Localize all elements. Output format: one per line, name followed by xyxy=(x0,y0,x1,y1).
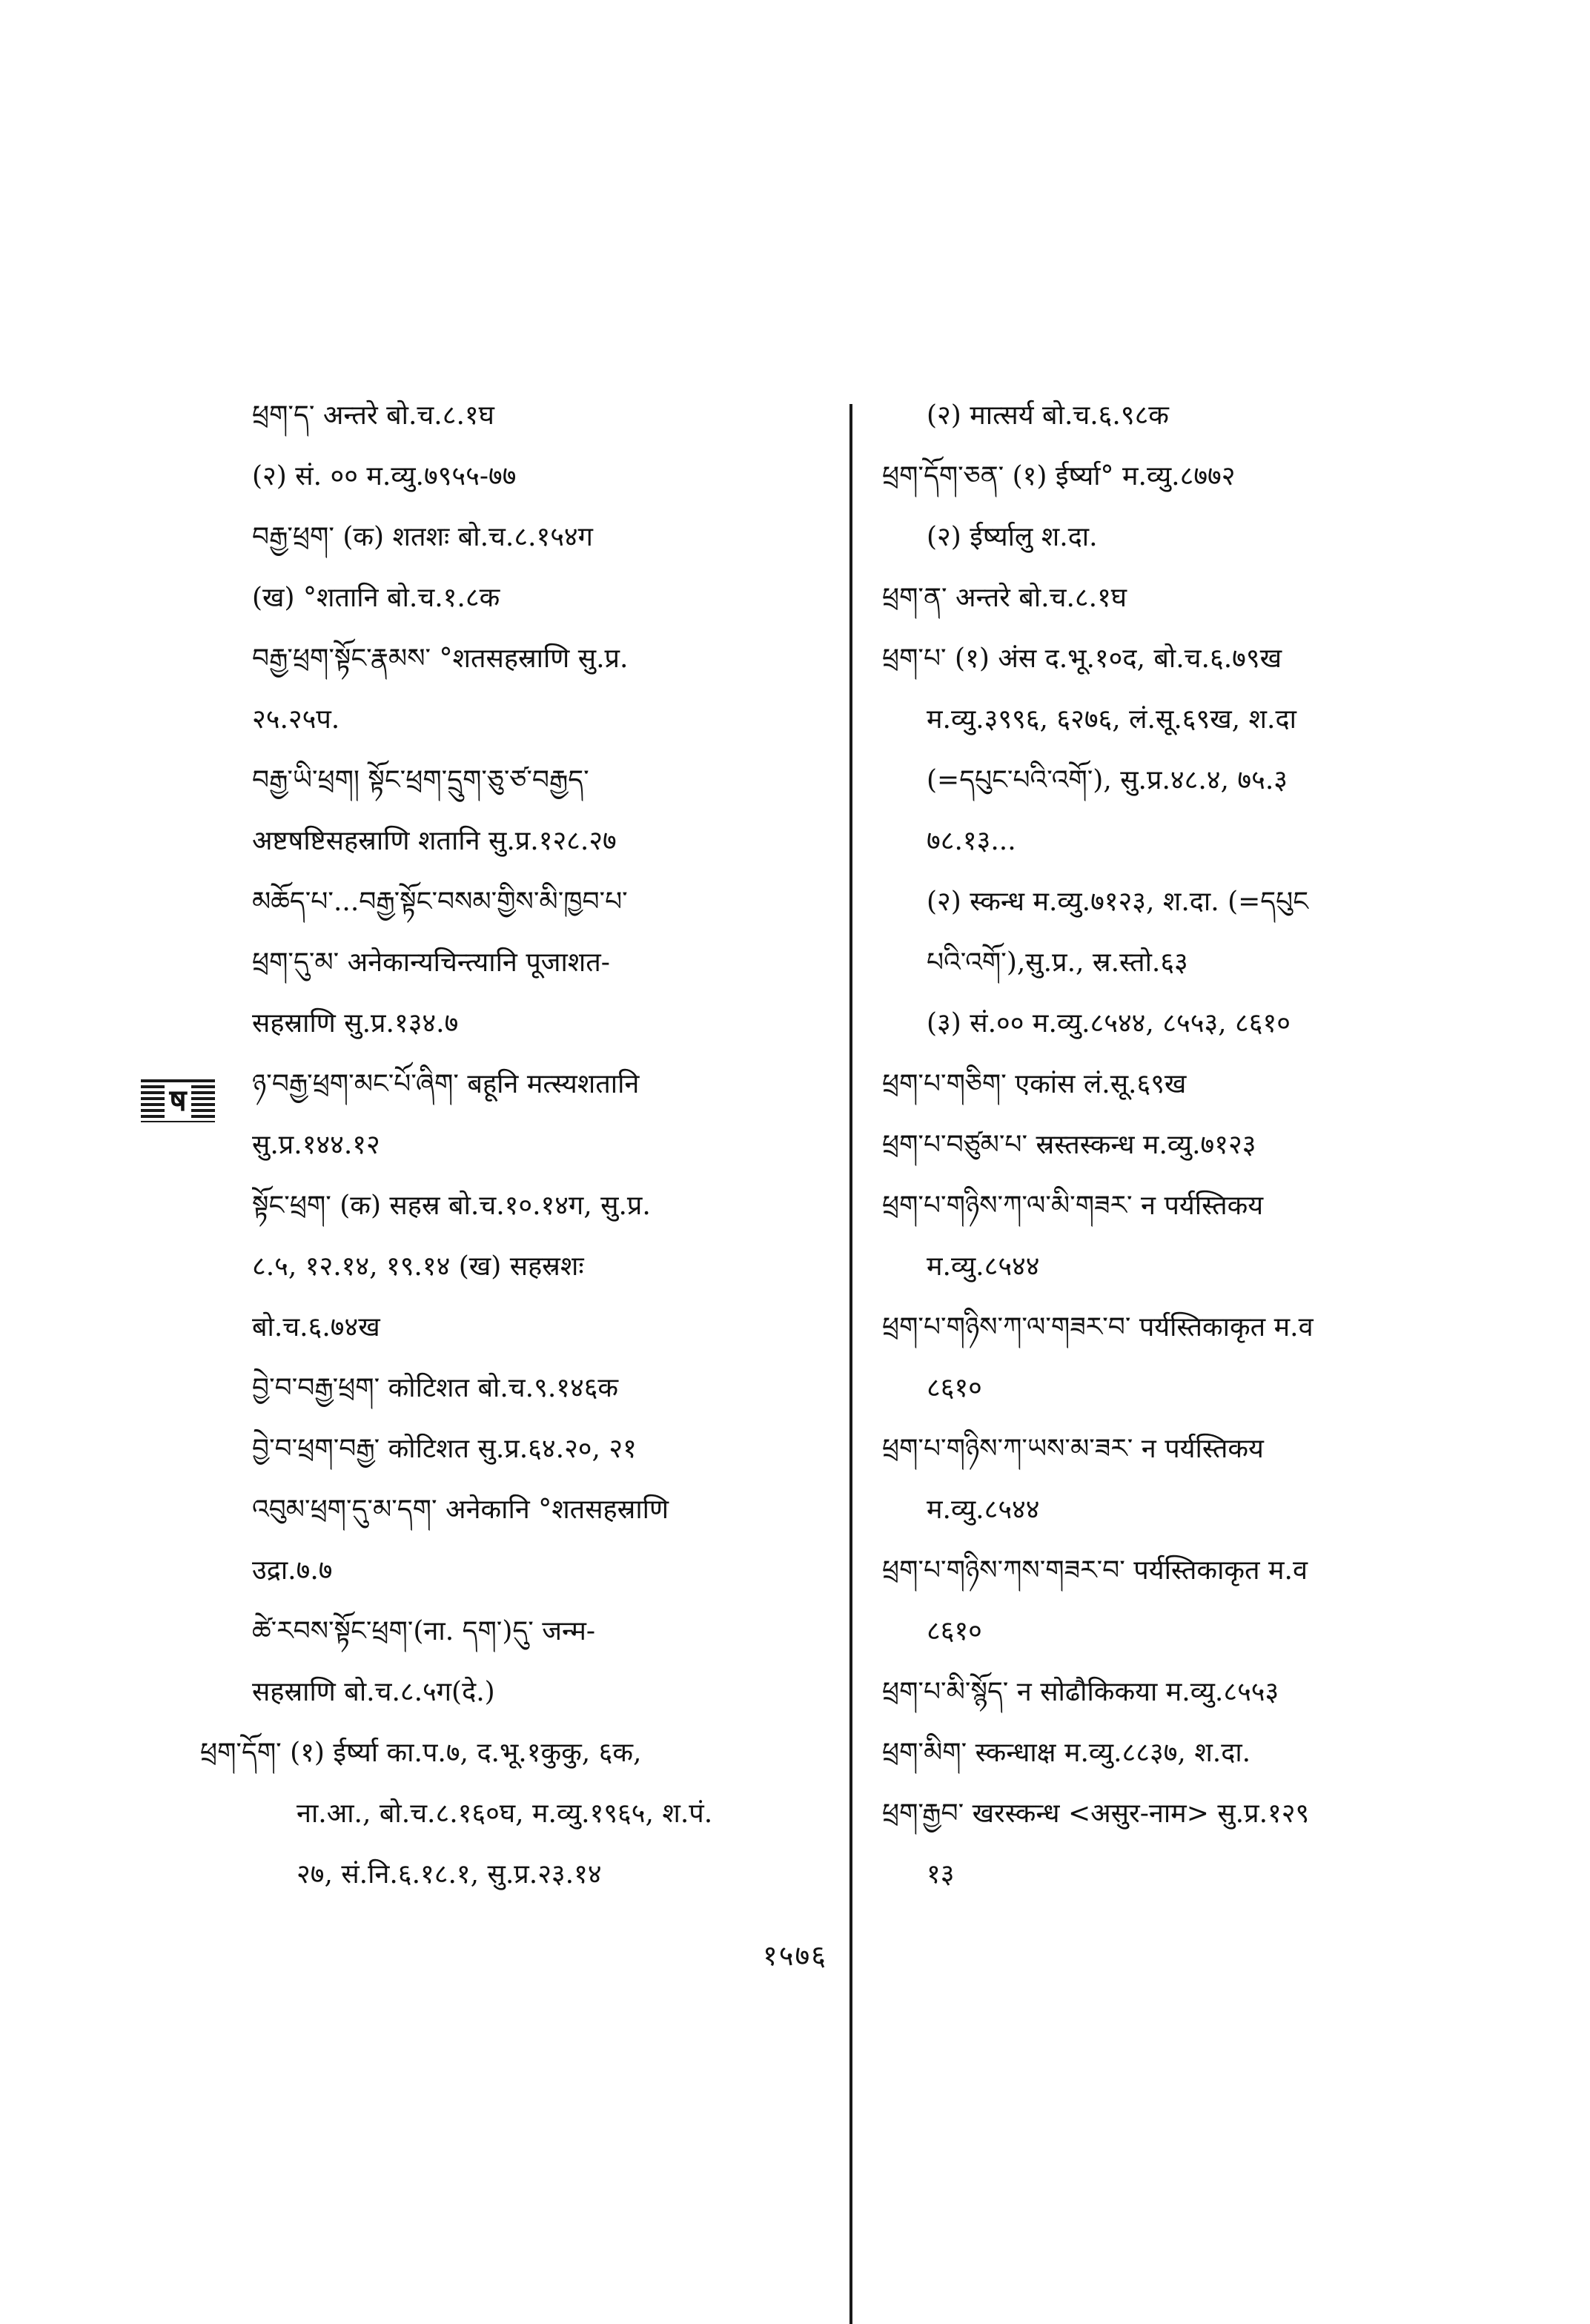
entry-line: བརྒྱ་ཕྲག་ (क) शतशः बो.च.८.१५४ग xyxy=(252,522,593,552)
entry-line: म.व्यु.३९९६, ६२७६, लं.सू.६९ख, श.दा xyxy=(927,704,1296,735)
entry-line: ཕྲག་མིག་ स्कन्धाक्ष म.व्यु.८८३७, श.दा. xyxy=(882,1738,1251,1768)
entry-line: ཕྲག་པ་གཉིས་ཀས་གཟར་བ་ पर्यस्तिकाकृत म.व xyxy=(882,1555,1308,1586)
entry-line: उद्रा.७.७ xyxy=(252,1555,333,1586)
entry-line: ཕྲག་དུ་མ་ अनेकान्यचिन्त्यानि पूजाशत- xyxy=(252,947,610,978)
entry-line: ཕྲག་པ་གཉིས་ཀ་ལ་མི་གཟར་ न पर्यस्तिकय xyxy=(882,1191,1264,1221)
entry-line: २७, सं.नि.६.१८.१, सु.प्र.२३.१४ xyxy=(297,1859,602,1890)
right-column xyxy=(882,385,1445,1905)
entry-line: ཕྲག་ན་ अन्तरे बो.च.८.१घ xyxy=(882,583,1127,613)
entry-line: པའི་འགོ་),सु.प्र., स्र.स्तो.६३ xyxy=(927,947,1188,978)
entry-line: २५.२५प. xyxy=(252,704,340,735)
entry-line: (२) ईर्ष्यालु श.दा. xyxy=(927,522,1098,552)
entry-line: म.व्यु.८५४४ xyxy=(927,1251,1040,1282)
entry-line: म.व्यु.८५४४ xyxy=(927,1494,1040,1525)
entry-line: ཉ་བརྒྱ་ཕྲག་མང་པོ་ཞིག་ बहूनि मत्स्यशतानि xyxy=(252,1069,640,1099)
entry-line: བྱེ་བ་ཕྲག་བརྒྱ་ कोटिशत सु.प्र.६४.२०, २१ xyxy=(252,1434,637,1464)
entry-line: ཚེ་རབས་སྟོང་ཕྲག་(ना. དག་)དུ་ जन्म- xyxy=(252,1616,596,1646)
entry-line: सहस्राणि सु.प्र.१३४.७ xyxy=(252,1008,459,1039)
entry-line: (२) मात्सर्य बो.च.६.९८क xyxy=(927,400,1169,431)
entry-line: ཕྲག་པ་བཙུམ་པ་ स्रस्तस्कन्ध म.व्यु.७१२३ xyxy=(882,1130,1256,1160)
left-column xyxy=(200,385,823,1905)
page-number: १५७६ xyxy=(762,1939,828,1972)
thumb-index-letter: ष xyxy=(165,1083,191,1119)
entry-line: བྱེ་བ་བརྒྱ་ཕྲག་ कोटिशत बो.च.९.१४६क xyxy=(252,1373,619,1403)
entry-line: ཕྲག་རྒྱབ་ खरस्कन्ध <असुर-नाम> सु.प्र.१२९ xyxy=(882,1798,1310,1829)
entry-line: बो.च.६.७४ख xyxy=(252,1312,380,1343)
entry-line: (=དཔུང་པའི་འགོ་), सु.प्र.४८.४, ७५.३ xyxy=(927,765,1288,795)
entry-line: १३ xyxy=(927,1859,955,1890)
entry-line: सहस्राणि बो.च.८.५ग(दे.) xyxy=(252,1677,495,1707)
entry-line: ཕྲག་ད་ अन्तरे बो.च.८.१घ xyxy=(252,400,494,431)
entry-line: (२) स्कन्ध म.व्यु.७१२३, श.दा. (=དཔུང xyxy=(927,887,1308,917)
entry-line: (३) सं.०० म.व्यु.८५४४, ८५५३, ८६१० xyxy=(927,1008,1291,1039)
entry-line: བརྒྱ་ཕྲག་སྟོང་རྣམས་ °शतसहस्राणि सु.प्र. xyxy=(252,643,629,674)
entry-line: ७८.१३... xyxy=(927,826,1016,856)
entry-line: (ख) °शतानि बो.च.१.८क xyxy=(252,583,500,613)
entry-line: ཕྲག་པ་གཉིས་ཀ་ལ་གཟར་བ་ पर्यस्तिकाकृत म.व xyxy=(882,1312,1314,1343)
entry-line: ८६१० xyxy=(927,1373,982,1403)
entry-line: ཕྲག་དོག་ཅན་ (१) ईर्ष्या° म.व्यु.८७७२ xyxy=(882,461,1236,491)
entry-line: ཕྲག་པ་ (१) अंस द.भू.१०द, बो.च.६.७९ख xyxy=(882,643,1282,674)
entry-line: अष्टषष्टिसहस्राणि शतानि सु.प्र.१२८.२७ xyxy=(252,826,617,856)
entry-line: सु.प्र.१४४.१२ xyxy=(252,1130,380,1160)
entry-line: ना.आ., बो.च.८.१६०घ, म.व्यु.१९६५, श.पं. xyxy=(297,1798,713,1829)
entry-line: བརྒྱ་ཡི་ཕྲག། སྟོང་ཕྲག་དྲུག་ཅུ་ཙ་བརྒྱད་ xyxy=(252,765,589,795)
entry-line: ཕྲག་པ་མི་སྙོད་ न सोढौकिकया म.व्यु.८५५३ xyxy=(882,1677,1279,1707)
column-divider xyxy=(849,404,852,2324)
entry-line: སྟོང་ཕྲག་ (क) सहस्र बो.च.१०.१४ग, सु.प्र. xyxy=(252,1191,651,1221)
entry-line: ཕྲག་པ་གཉིས་ཀ་ཡས་མ་ཟར་ न पर्यस्तिकय xyxy=(882,1434,1264,1464)
entry-line: མཆོད་པ་...བརྒྱ་སྟོང་བསམ་གྱིས་མི་ཁྱབ་པ་ xyxy=(252,887,628,917)
entry-line: ८६१० xyxy=(927,1616,982,1646)
entry-line: ཕྲག་དོག་ (१) ईर्ष्या का.प.७, द.भू.१कुकु, ६क, xyxy=(200,1738,642,1768)
thumb-index-tab xyxy=(141,1079,215,1122)
entry-line: འབུམ་ཕྲག་དུ་མ་དག་ अनेकानि °शतसहस्राणि xyxy=(252,1494,669,1525)
entry-line: ८.५, १२.१४, १९.१४ (ख) सहस्रशः xyxy=(252,1251,584,1282)
entry-line: ཕྲག་པ་གཅིག་ एकांस लं.सू.६९ख xyxy=(882,1069,1187,1099)
entry-line: (२) सं. ०० म.व्यु.७९५५-७७ xyxy=(252,461,517,491)
